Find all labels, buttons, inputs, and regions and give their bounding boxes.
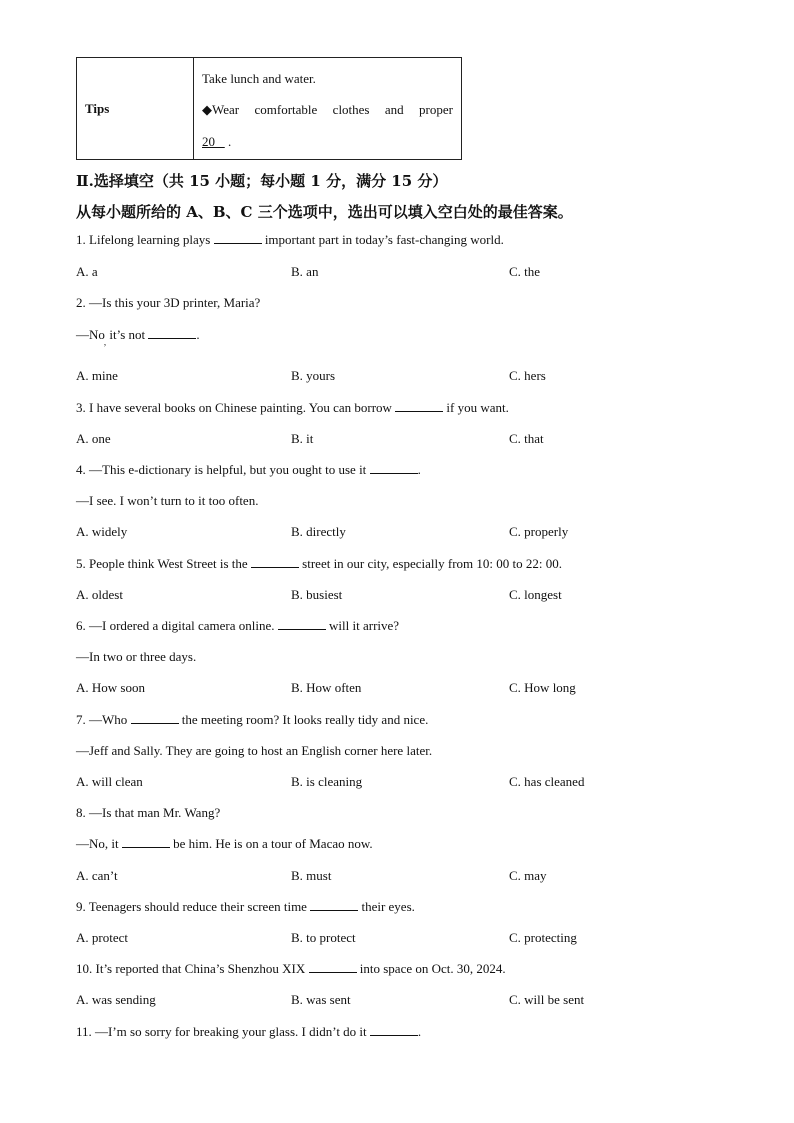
answer-blank bbox=[214, 233, 262, 244]
answer-blank bbox=[310, 900, 358, 911]
question-text: 11. —I’m so sorry for breaking your glass. I didn’t do it bbox=[76, 1024, 370, 1039]
tips-word: ◆Wear bbox=[202, 102, 240, 117]
option-a: A. mine bbox=[76, 368, 118, 383]
tips-content-cell bbox=[194, 58, 462, 160]
question-4-line bbox=[76, 493, 258, 509]
option-a: A. one bbox=[76, 431, 111, 446]
option-a: A. widely bbox=[76, 524, 128, 539]
question-text: —In two or three days. bbox=[76, 649, 197, 664]
tips-line-3 bbox=[202, 134, 453, 150]
question-text: . bbox=[196, 327, 200, 342]
question-text: —No bbox=[76, 327, 105, 342]
answer-blank bbox=[278, 619, 326, 630]
tips-header-cell bbox=[77, 58, 194, 160]
option-a: A. a bbox=[76, 264, 98, 279]
tips-word: clothes bbox=[332, 102, 370, 117]
question-text: —No, it bbox=[76, 836, 122, 851]
option-b: B. busiest bbox=[291, 587, 343, 602]
question-text: —Jeff and Sally. They are going to host an English corner here later. bbox=[76, 743, 433, 758]
option-c: C. has cleaned bbox=[509, 774, 585, 789]
question-6-line bbox=[76, 649, 196, 665]
question-11-line bbox=[76, 1024, 421, 1040]
question-5-line bbox=[76, 556, 562, 572]
section-title: Ⅱ.选择填空（共 15 小题；每小题 1 分，满分 15 分） bbox=[76, 172, 448, 190]
question-9-line bbox=[76, 899, 415, 915]
question-text: into space on Oct. 30, 2024. bbox=[356, 961, 506, 976]
question-7-line bbox=[76, 743, 432, 759]
question-text: be him. He is on a tour of Macao now. bbox=[169, 836, 373, 851]
option-a: A. was sending bbox=[76, 992, 156, 1007]
question-text: street in our city, especially from 10: 00 to 22: 00. bbox=[298, 556, 562, 571]
tips-line-2 bbox=[202, 102, 453, 118]
question-text: their eyes. bbox=[358, 899, 415, 914]
answer-blank bbox=[370, 463, 418, 474]
comma-mark: , bbox=[103, 337, 107, 347]
option-c: C. the bbox=[509, 264, 541, 279]
option-b: B. How often bbox=[291, 680, 362, 695]
question-text: it’s not bbox=[109, 327, 149, 342]
question-text: —I see. I won’t turn to it too often. bbox=[76, 493, 259, 508]
option-c: C. that bbox=[509, 431, 544, 446]
answer-blank bbox=[122, 837, 170, 848]
question-6-line bbox=[76, 618, 399, 634]
option-c: C. longest bbox=[509, 587, 562, 602]
option-a: A. can’t bbox=[76, 868, 118, 883]
option-b: B. must bbox=[291, 868, 332, 883]
answer-blank bbox=[395, 401, 443, 412]
option-a: A. oldest bbox=[76, 587, 123, 602]
question-text: the meeting room? It looks really tidy and nice. bbox=[178, 712, 429, 727]
option-c: C. hers bbox=[509, 368, 546, 383]
option-c: C. How long bbox=[509, 680, 576, 695]
answer-blank bbox=[251, 557, 299, 568]
question-10-line bbox=[76, 961, 506, 977]
tips-word: proper bbox=[419, 102, 453, 117]
question-text: 2. —Is this your 3D printer, Maria? bbox=[76, 295, 261, 310]
question-8-line bbox=[76, 805, 220, 821]
tips-word: and bbox=[384, 102, 404, 117]
question-2-line bbox=[76, 327, 200, 347]
question-text: 3. I have several books on Chinese painting. You can borrow bbox=[76, 400, 396, 415]
question-text: 4. —This e-dictionary is helpful, but you ought to use it bbox=[76, 462, 370, 477]
tips-line-3-end: . bbox=[228, 134, 232, 149]
question-text: 9. Teenagers should reduce their screen time bbox=[76, 899, 311, 914]
option-c: C. properly bbox=[509, 524, 569, 539]
question-3-line bbox=[76, 400, 509, 416]
answer-blank bbox=[148, 328, 196, 339]
option-b: B. it bbox=[291, 431, 314, 446]
tips-table bbox=[76, 57, 462, 160]
question-4-line bbox=[76, 462, 421, 478]
question-text: 5. People think West Street is the bbox=[76, 556, 251, 571]
section-instruction: 从每小题所给的 A、B、C 三个选项中，选出可以填入空白处的最佳答案。 bbox=[76, 203, 573, 221]
question-text: 10. It’s reported that China’s Shenzhou XIX bbox=[76, 961, 309, 976]
question-text: 8. —Is that man Mr. Wang? bbox=[76, 805, 221, 820]
question-text: important part in today’s fast-changing world. bbox=[261, 232, 504, 247]
option-b: B. an bbox=[291, 264, 319, 279]
question-7-line bbox=[76, 712, 428, 728]
question-text: 1. Lifelong learning plays bbox=[76, 232, 214, 247]
tips-line-1: Take lunch and water. bbox=[202, 71, 316, 86]
option-b: B. was sent bbox=[291, 992, 351, 1007]
question-1-line bbox=[76, 232, 504, 248]
option-b: B. to protect bbox=[291, 930, 356, 945]
question-text: 6. —I ordered a digital camera online. bbox=[76, 618, 278, 633]
option-c: C. will be sent bbox=[509, 992, 585, 1007]
question-text: 7. —Who bbox=[76, 712, 131, 727]
option-c: C. may bbox=[509, 868, 547, 883]
question-2-line bbox=[76, 295, 260, 311]
question-text: will it arrive? bbox=[325, 618, 400, 633]
tips-word: comfortable bbox=[254, 102, 318, 117]
answer-blank bbox=[309, 962, 357, 973]
question-text: . bbox=[417, 462, 421, 477]
option-b: B. is cleaning bbox=[291, 774, 363, 789]
question-text: . bbox=[417, 1024, 422, 1039]
option-b: B. yours bbox=[291, 368, 336, 383]
blank-20: 20 bbox=[202, 134, 215, 149]
option-a: A. will clean bbox=[76, 774, 143, 789]
question-8-line bbox=[76, 836, 373, 852]
option-a: A. protect bbox=[76, 930, 128, 945]
option-a: A. How soon bbox=[76, 680, 145, 695]
answer-blank bbox=[131, 713, 179, 724]
option-c: C. protecting bbox=[509, 930, 577, 945]
option-b: B. directly bbox=[291, 524, 346, 539]
answer-blank bbox=[370, 1025, 418, 1036]
tips-header: Tips bbox=[85, 100, 110, 116]
question-text: if you want. bbox=[443, 400, 509, 415]
